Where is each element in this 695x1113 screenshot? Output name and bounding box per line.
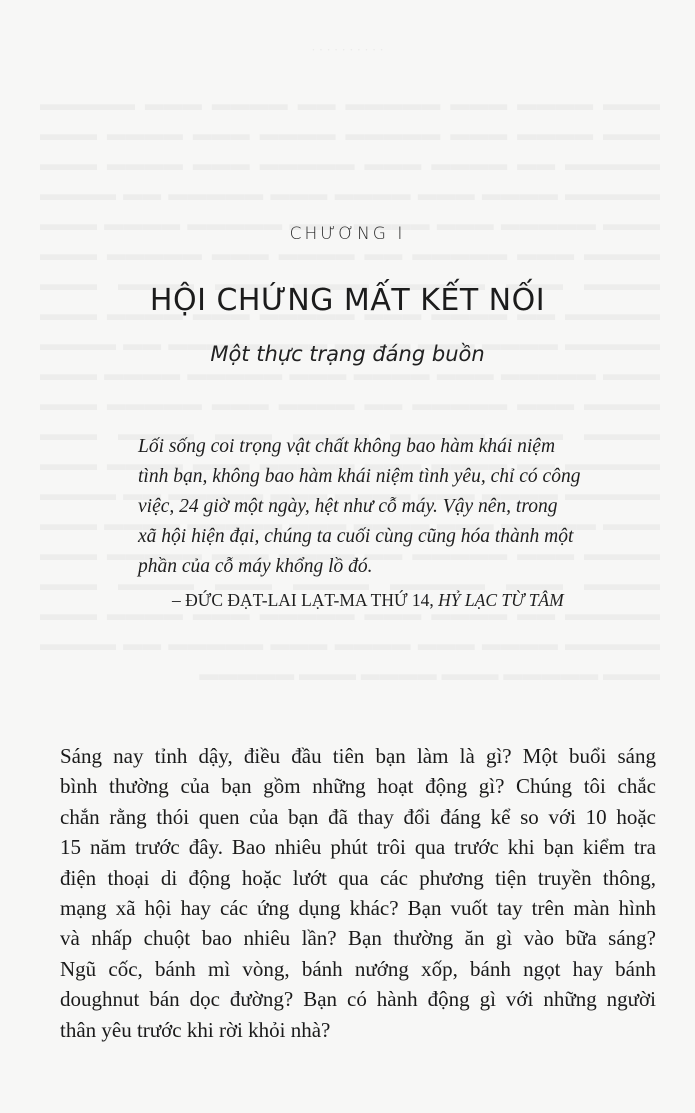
body-line: doughnut bán dọc đường? Bạn có hành động gì với những người (60, 987, 656, 1012)
body-line: thân yêu trước khi rời khỏi nhà? (60, 1017, 331, 1042)
body-line: 15 năm trước đây. Bao nhiêu phút trôi qua trước khi bạn kiểm tra (60, 835, 656, 860)
bleed-through-running-header: · · · · · · · · · · (311, 42, 384, 57)
body-line: và nhấp chuột bao nhiêu lần? Bạn thường ăn gì vào bữa sáng? (60, 926, 656, 951)
body-line: bình thường của bạn gồm những hoạt động gì? Chúng tôi chắc (60, 774, 656, 799)
epigraph-line: Lối sống coi trọng vật chất không bao hàm khái niệm (138, 436, 556, 457)
chapter-subtitle: Một thực trạng đáng buồn (210, 342, 485, 366)
epigraph-attribution (172, 590, 564, 611)
body-line: Ngũ cốc, bánh mì vòng, bánh nướng xốp, bánh ngọt hay bánh (60, 956, 656, 981)
body-line: chắn rằng thói quen của bạn đã thay đổi đáng kể so với 10 hoặc (60, 804, 656, 829)
epigraph-line: phần của cỗ máy khổng lồ đó. (138, 556, 373, 577)
epigraph-line: tình bạn, không bao hàm khái niệm tình yêu, chỉ có công (138, 466, 581, 487)
body-line: mạng xã hội hay các ứng dụng khác? Bạn vuốt tay trên màn hình (60, 896, 656, 921)
epigraph-quote (138, 432, 581, 582)
chapter-label: CHƯƠNG I (289, 224, 406, 244)
epigraph-line: việc, 24 giờ một ngày, hệt như cỗ máy. Vậy nên, trong (138, 496, 558, 517)
epigraph-line: xã hội hiện đại, chúng ta cuối cùng cũng hóa thành một (138, 526, 574, 547)
chapter-title: HỘI CHỨNG MẤT KẾT NỐI (149, 283, 546, 319)
attribution-author: – ĐỨC ĐẠT-LAI LẠT-MA THỨ 14, (172, 590, 439, 610)
body-line: điện thoại di động hoặc lướt qua các phương tiện truyền thông, (60, 865, 656, 890)
body-paragraph (60, 741, 656, 1045)
attribution-book-title: HỶ LẠC TỪ TÂM (438, 590, 564, 610)
body-line: Sáng nay tỉnh dậy, điều đầu tiên bạn làm là gì? Một buổi sáng (60, 744, 656, 768)
